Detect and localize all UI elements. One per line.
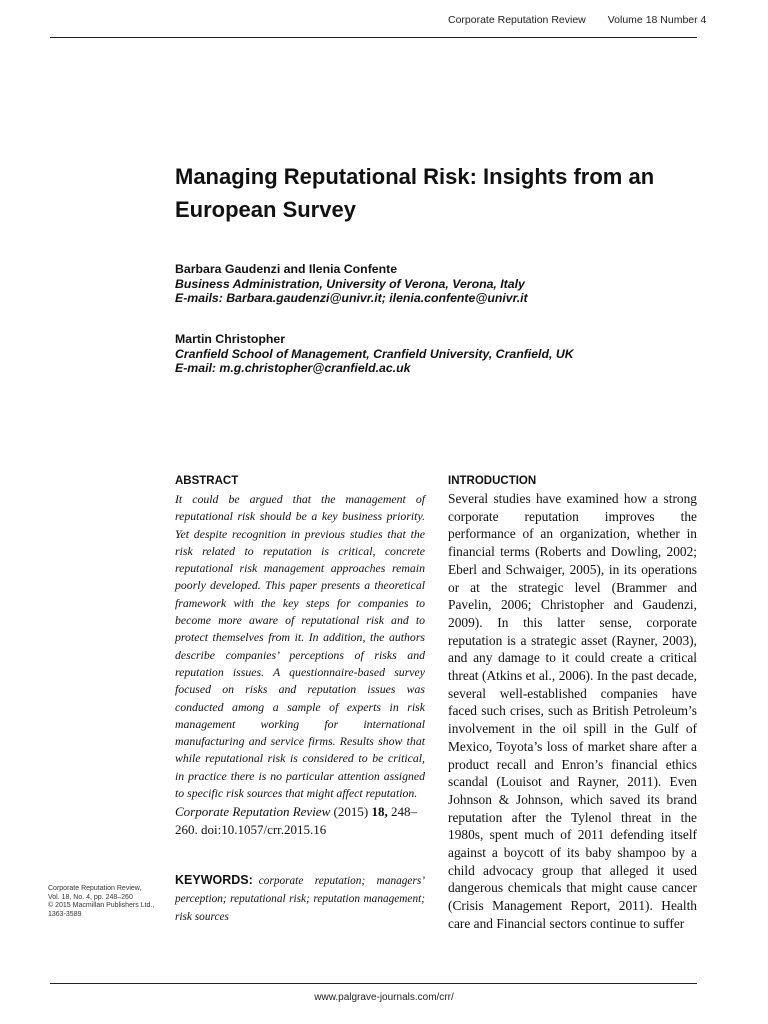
citation-pages-doi: 248–260. doi:10.1057/crr.2015.16 <box>175 804 417 837</box>
article-citation <box>175 803 425 838</box>
citation-year: (2015) <box>333 804 369 819</box>
author-names: Martin Christopher <box>175 332 285 346</box>
citation-journal: Corporate Reputation Review <box>175 804 331 819</box>
author-block-2 <box>175 332 574 376</box>
abstract-heading: ABSTRACT <box>175 475 239 487</box>
running-header <box>448 14 706 26</box>
author-emails: E-mail: m.g.christopher@cranfield.ac.uk <box>175 361 411 375</box>
note-line: © 2015 Macmillan Publishers Ltd., <box>48 902 155 910</box>
author-names: Barbara Gaudenzi and Ilenia Confente <box>175 262 398 276</box>
introduction-text: Several studies have examined how a strong corporate reputation improves the performance of an organization, whether in financial terms (Roberts and Dowling, 2002; Eberl and Schwaiger, 2005), in its operations or at the strategic level (Brammer and Pavelin, 2006; Christopher and Gaudenzi, 2009). In this latter sense, corporate reputation is a strategic asset (Rayner, 2003), and any damage to it could create a critical threat (Atkins et al., 2006). In the past decade, several well-established companies have faced such crises, such as British Petroleum’s involvement in the oil spill in the Gulf of Mexico, Toyota’s loss of market share after a product recall and Enron’s financial ethics scandal (Louisot and Rayner, 2011). Even Johnson & Johnson, which saved its brand reputation after the Tylenol threat in the 1980s, spent much of 2011 defending itself against a boycott of its baby shampoo by a child advocacy group that alleged it used dangerous chemicals that might cause cancer (Crisis Management Report, 2011). Health care and Financial sectors continue to suffer <box>448 491 697 931</box>
note-line: 1363-3589 <box>48 910 82 918</box>
footer-url: www.palgrave-journals.com/crr/ <box>314 992 454 1003</box>
article-title: Managing Reputational Risk: Insights from an European Survey <box>175 164 655 222</box>
header-volume: Volume 18 Number 4 <box>607 14 707 26</box>
header-journal: Corporate Reputation Review <box>448 14 586 26</box>
publication-note <box>48 885 173 919</box>
author-affiliation: Business Administration, University of Verona, Verona, Italy <box>175 276 525 291</box>
note-line: Vol. 18, No. 4, pp. 248–260 <box>48 893 133 901</box>
author-emails: E-mails: Barbara.gaudenzi@univr.it; ilenia.confente@univr.it <box>175 291 528 305</box>
author-affiliation: Cranfield School of Management, Cranfield University, Cranfield, UK <box>175 346 574 361</box>
keywords-text: corporate reputation; managers’ perception; reputational risk; reputation management; risk sources <box>175 875 425 923</box>
introduction-heading: INTRODUCTION <box>448 475 537 487</box>
abstract-text: It could be argued that the management of reputational risk should be a key business priority. Yet despite recognition in previous studies that the risk related to reputation is critical, concrete reputational risk management approaches remain poorly developed. This paper presents a theoretical framework with the key steps for companies to become more aware of reputational risk and to protect themselves from it. In addition, the authors describe companies’ perceptions of risks and reputation issues. A questionnaire-based survey focused on risks and reputation issues was conducted among a sample of experts in risk management working for international manufacturing and service firms. Results show that while reputational risk is considered to be critical, in practice there is no particular attention assigned to specific risk sources that might affect reputation. <box>175 492 425 801</box>
footer-rule <box>50 983 697 984</box>
header-rule <box>50 37 697 38</box>
keywords <box>175 872 425 926</box>
citation-volume: 18, <box>371 804 388 819</box>
note-line: Corporate Reputation Review, <box>48 885 142 892</box>
author-block-1 <box>175 262 528 306</box>
keywords-label: KEYWORDS: <box>175 873 253 887</box>
